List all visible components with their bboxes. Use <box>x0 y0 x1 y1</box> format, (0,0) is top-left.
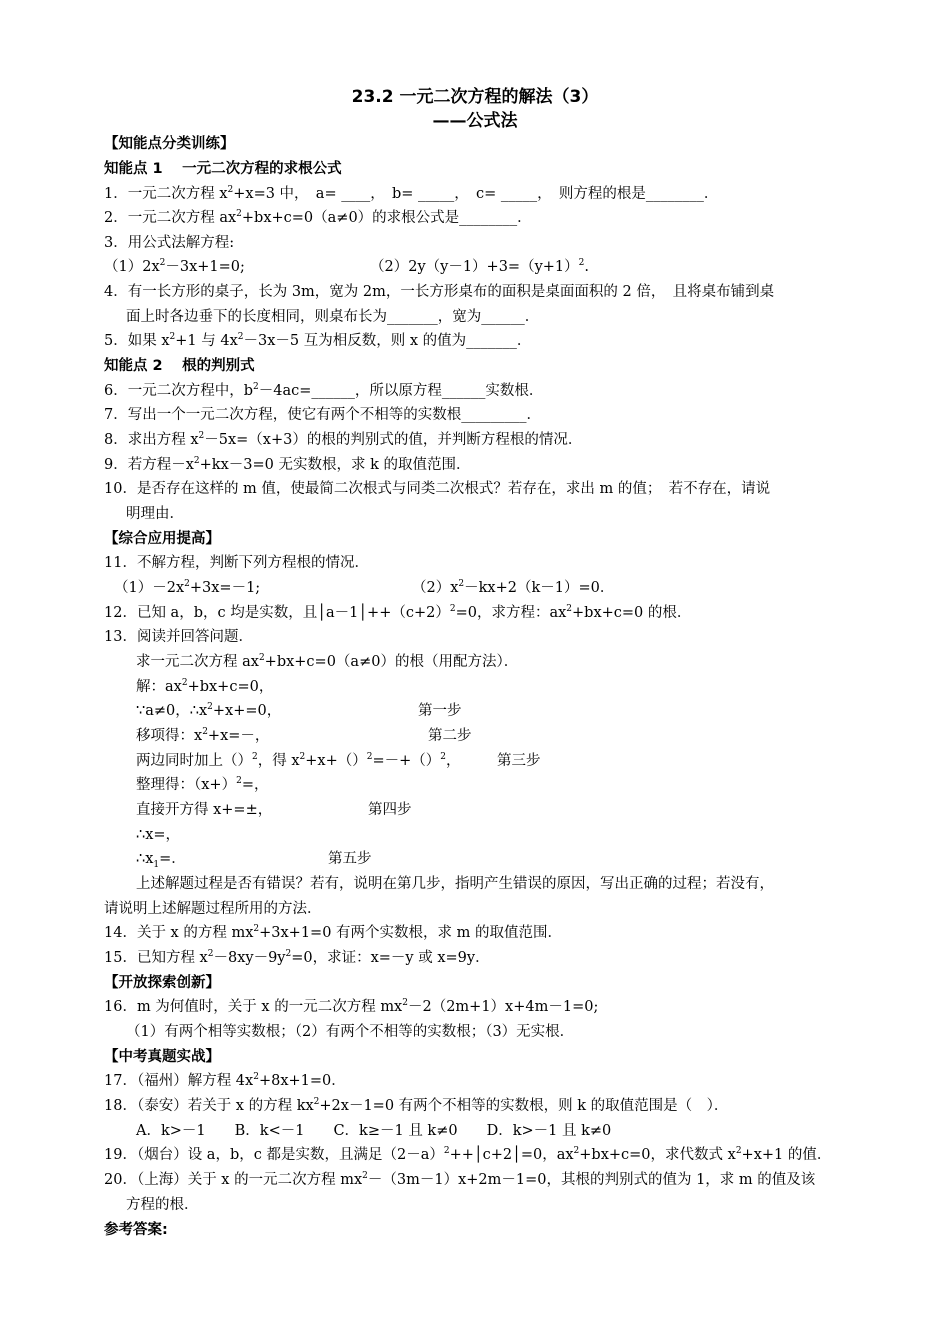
question-20-line-1: 20．（上海）关于 x 的一元二次方程 $mx^2-(3m-1)x+2m-1=0$，其根的判别式的值为 1，求 m 的值及该 <box>104 1171 816 1188</box>
answers-heading: 参考答案: <box>104 1222 168 1238</box>
q13-solution-line-6: 直接开方得 x+=±， <box>136 802 273 818</box>
question-11: 11．不解方程，判断下列方程根的情况． <box>104 555 369 571</box>
question-10-line-1: 10．是否存在这样的 m 值，使最简二次根式与同类二次根式？若存在，求出 m 的值； 若不存在，请说 <box>104 481 771 497</box>
q13-solution-line-3: 移项得：$x^2+x=-$， <box>136 727 270 744</box>
section-heading-training: 【知能点分类训练】 <box>104 136 235 152</box>
question-16: 16．m 为何值时，关于 x 的一元二次方程 $mx^2-2(2m+1)x+4m-1=0$; <box>104 998 599 1015</box>
question-10-line-2: 明理由． <box>126 506 184 522</box>
question-2: 2．一元二次方程 $ax^2+bx+c=0(a\ne 0)$的求根公式是________． <box>104 209 532 226</box>
question-4-line-2: 面上时各边垂下的长度相同，则桌布长为_______，宽为______． <box>126 309 540 325</box>
q13-step-3: 第三步 <box>497 753 541 769</box>
q13-solution-line-4: 两边同时加上（）$^2$，得 $x^2+x+()^2=-+()^2$， <box>136 752 461 769</box>
question-11-part-1: $(1)-2x^2+3x=-1$; <box>114 579 261 596</box>
question-3: 3．用公式法解方程: <box>104 235 235 251</box>
question-15: 15．已知方程 $x^2-8xy-9y^2=0$，求证：x=－y 或 x=9y． <box>104 949 490 966</box>
question-7: 7．写出一个一元二次方程，使它有两个不相等的实数根_________． <box>104 407 541 423</box>
q13-step-4: 第四步 <box>368 802 412 818</box>
q13-question-line-2: 请说明上述解题过程所用的方法． <box>104 901 322 917</box>
question-3-part-2: $(2)2y(y-1)+3=(y+1)^2$. <box>370 258 589 275</box>
topic-heading-discriminant: 知能点 2 根的判别式 <box>104 358 255 374</box>
section-heading-exam: 【中考真题实战】 <box>104 1049 220 1065</box>
question-19: 19．（烟台）设 a，b，c 都是实数，且满足$(2-a)^2++│c+2│=0$，$ax^2+bx+c=0$，求代数式 $x^2+x+1$ 的值． <box>104 1146 832 1163</box>
section-heading-application: 【综合应用提高】 <box>104 531 220 547</box>
page-title: 23.2 一元二次方程的解法（3） <box>351 87 599 107</box>
question-11-part-2: $(2)x^2-kx+2(k-1)=0$． <box>412 579 615 596</box>
q13-solution-line-2: ∵a≠0，$\therefore x^2+x+=0$， <box>136 702 282 719</box>
question-9: 9．若方程$-x^2+kx-3=0$ 无实数根，求 k 的取值范围． <box>104 456 471 473</box>
q13-solution-line-7: ∴x=， <box>136 827 181 843</box>
q13-step-5: 第五步 <box>328 851 372 867</box>
question-12: 12．已知 a，b，c 均是实数，且$│a-1│++(c+2)^2=0$，求方程：$ax^2+bx+c=0$ 的根． <box>104 604 692 621</box>
question-14: 14．关于 x 的方程 $mx^2+3x+1=0$ 有两个实数根，求 m 的取值范围． <box>104 924 563 941</box>
question-20-line-2: 方程的根． <box>126 1197 199 1213</box>
question-4-line-1: 4．有一长方形的桌子，长为 3m，宽为 2m，一长方形桌布的面积是桌面面积的 2 倍， 且将桌布铺到桌 <box>104 284 775 300</box>
question-5: 5．如果 $x^2+1$ 与 $4x^2-3x-5$ 互为相反数，则 x 的值为_______． <box>104 332 532 349</box>
q13-question-line-1: 上述解题过程是否有错误？若有，说明在第几步，指明产生错误的原因，写出正确的过程；若没有， <box>136 876 774 892</box>
question-13: 13．阅读并回答问题． <box>104 629 253 645</box>
question-18: 18．（泰安）若关于 x 的方程 $kx^2+2x-1=0$ 有两个不相等的实数根，则 k 的取值范围是（ ）． <box>104 1097 729 1114</box>
q13-task: 求一元二次方程 $ax^2+bx+c=0(a\ne 0)$的根（用配方法）． <box>136 653 519 670</box>
question-6: 6．一元二次方程中，$b^2-4ac=\_\_\_\_\_\_$，所以原方程______实数根． <box>104 382 544 399</box>
question-1: 1．一元二次方程 $x^2+x=3$ 中， a= ____， b= _____， c= _____， 则方程的根是________． <box>104 185 719 202</box>
question-18-options: A．k>－1 B．k<－1 C．k≥－1 且 k≠0 D．k>－1 且 k≠0 <box>136 1123 612 1139</box>
q13-solution-line-8: $\therefore x_1=$． <box>136 851 186 870</box>
question-16-parts: （1）有两个相等实数根；（2）有两个不相等的实数根；（3）无实根． <box>126 1024 575 1040</box>
question-17: 17．（福州）解方程 $4x^2+8x+1=0$． <box>104 1072 346 1089</box>
q13-step-1: 第一步 <box>418 703 462 719</box>
q13-step-2: 第二步 <box>428 728 472 744</box>
q13-solution-line-1: 解：$ax^2+bx+c=0$， <box>136 678 274 695</box>
question-8: 8．求出方程 $x^2-5x=(x+3)$的根的判别式的值，并判断方程根的情况． <box>104 431 583 448</box>
question-3-part-1: $(1)2x^2-3x+1=0$; <box>104 258 245 275</box>
topic-heading-formula: 知能点 1 一元二次方程的求根公式 <box>104 161 342 177</box>
page-subtitle: ——公式法 <box>432 111 518 131</box>
section-heading-exploration: 【开放探索创新】 <box>104 975 220 991</box>
q13-solution-line-5: 整理得：$(x+)^2=$， <box>136 776 269 793</box>
